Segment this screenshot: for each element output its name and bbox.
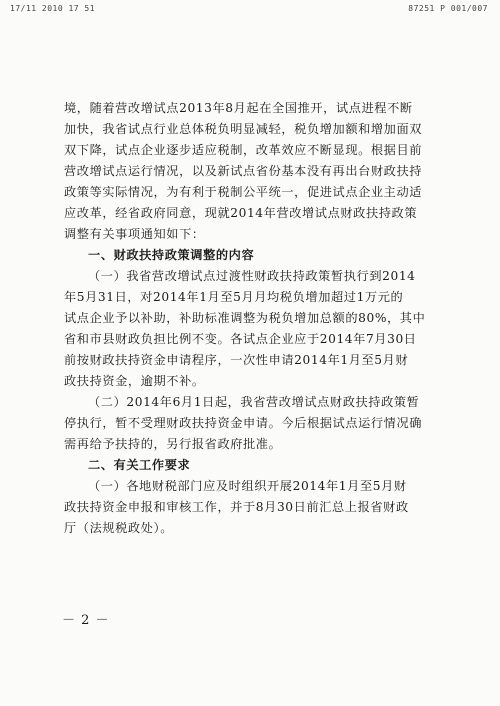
fax-header [10, 4, 488, 13]
body-text-line: 省和市县财政负担比例不变。各试点企业应于2014年7月30日 [64, 332, 417, 346]
body-text-line: （二）2014年6月1日起，我省营改增试点财政扶持政策暂 [88, 395, 420, 409]
body-text-line: 境，随着营改增试点2013年8月起在全国推开，试点进程不断 [64, 101, 413, 115]
body-text-line: （一）各地财税部门应及时组织开展2014年1月至5月财 [88, 479, 407, 493]
body-text-line: 前按财政扶持资金申请程序，一次性申请2014年1月至5月财 [64, 353, 409, 367]
body-text-line: 停执行，暂不受理财政扶持资金申请。今后根据试点运行情况确 [64, 416, 423, 430]
section-heading: 二、有关工作要求 [88, 458, 191, 472]
body-text-line: 试点企业予以补助，补助标准调整为税负增加总额的80%，其中 [64, 311, 426, 325]
document-body [64, 98, 436, 539]
body-text-line: 厅（法规税政处）。 [64, 521, 173, 535]
body-text-line: 年5月31日，对2014年1月至5月月均税负增加超过1万元的 [64, 290, 404, 304]
body-text-line: 应改革，经省政府同意，现就2014年营改增试点财政扶持政策 [64, 206, 418, 220]
body-text-line: 调整有关事项通知如下： [64, 227, 205, 241]
body-text-line: 政扶持资金，逾期不补。 [64, 374, 205, 388]
body-text-line: （一）我省营改增试点过渡性财政扶持政策暂执行到2014 [88, 269, 416, 283]
fax-header-right: 87251 P 001/007 [408, 4, 488, 13]
body-text-line: 加快，我省试点行业总体税负明显减轻，税负增加额和增加面双 [64, 122, 423, 136]
body-text-line: 需再给予扶持的，另行报省政府批准。 [64, 437, 282, 451]
body-text-line: 政策等实际情况，为有利于税制公平统一，促进试点企业主动适 [64, 185, 423, 199]
body-text-line: 营改增试点运行情况，以及新试点省份基本没有再出台财政扶持 [64, 164, 423, 178]
body-text-line: 政扶持资金申报和审核工作，并于8月30日前汇总上报省财政 [64, 500, 409, 514]
section-heading: 一、财政扶持政策调整的内容 [88, 248, 255, 262]
page-number: － 2 － [62, 613, 110, 628]
body-text-line: 双下降，试点企业逐步适应税制，改革效应不断显现。根据目前 [64, 143, 423, 157]
fax-header-left: 17/11 2010 17 51 [10, 4, 96, 13]
